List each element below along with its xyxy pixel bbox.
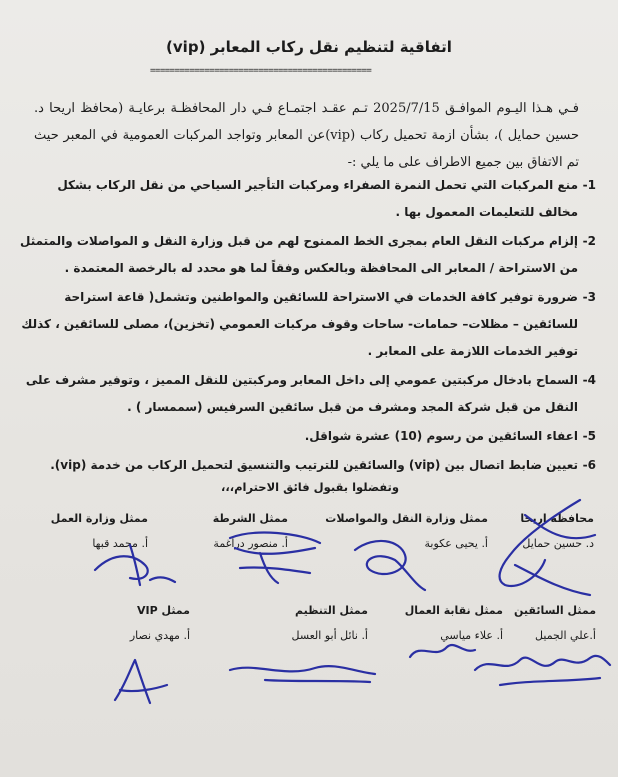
signatory-vip bbox=[130, 604, 190, 642]
item-number: 3- bbox=[582, 290, 596, 304]
signatory-drivers bbox=[514, 604, 596, 642]
organization-signature bbox=[225, 650, 380, 690]
signatory-role: ممثل VIP bbox=[137, 604, 190, 617]
labor-signature bbox=[90, 540, 180, 590]
signatory-name: أ. منصور دراغمة bbox=[213, 537, 288, 550]
agreement-item bbox=[18, 228, 596, 282]
signatory-name: أ. مهدي نصار bbox=[129, 629, 190, 642]
item-number: 1- bbox=[582, 178, 596, 192]
police-signature bbox=[220, 528, 330, 593]
item-text: السماح بادخال مركبتين عمومي إلى داخل المعابر ومركبتين للنقل المميز ، وتوفير مشرف على النقل من قبل شركة المجد ومشرف من قبل سائقين السرفيس (سممسار ) . bbox=[25, 373, 578, 414]
item-text: منع المركبات التي تحمل النمرة الصفراء ومركبات التأجير السياحي من نقل الركاب بشكل مخالف للتعليمات المعمول بها . bbox=[57, 178, 578, 219]
item-text: إلزام مركبات النقل العام بمجرى الخط الممنوح لهم من قبل وزارة النقل و المواصلات والمتمثل من الاستراحة / المعابر الى المحافظة وبالعكس وفقاً لما هو محدد له بالرخصة المعتمدة . bbox=[19, 234, 578, 275]
signatory-name: أ. نائل أبو العسل bbox=[291, 629, 368, 642]
agreement-item bbox=[18, 367, 596, 421]
document-title: اتفاقية لتنظيم نقل ركاب المعابر (vip) bbox=[166, 38, 452, 56]
signatory-name: أ. علاء مياسي bbox=[440, 629, 503, 642]
agreement-item bbox=[18, 423, 596, 450]
item-text: اعفاء السائقين من رسوم (10) عشرة شواقل. bbox=[304, 429, 578, 443]
signatory-role: ممثل السائقين bbox=[514, 604, 596, 617]
union-signature bbox=[405, 632, 480, 672]
signatory-name: د. حسين حمايل bbox=[522, 537, 594, 550]
signatory-role: ممثل التنظيم bbox=[294, 604, 368, 617]
item-number: 2- bbox=[582, 234, 596, 248]
signatory-organization bbox=[291, 604, 368, 642]
signatory-role: ممثل نقابة العمال bbox=[404, 604, 503, 617]
drivers-signature bbox=[470, 640, 615, 695]
agreement-items bbox=[18, 172, 596, 481]
signatory-role: ممثل الشرطة bbox=[212, 512, 288, 525]
signatory-role: ممثل وزارة النقل والمواصلات bbox=[325, 512, 488, 525]
title-divider: ============================================= bbox=[150, 66, 372, 76]
closing-line: وتفضلوا بقبول فائق الاحترام،،، bbox=[220, 480, 400, 494]
signatory-name: أ. يحيى عكوبة bbox=[424, 537, 488, 550]
signatory-name: أ. محمد قبها bbox=[92, 537, 148, 550]
governor-signature bbox=[485, 495, 615, 605]
item-number: 4- bbox=[582, 373, 596, 387]
vip-signature bbox=[105, 655, 175, 710]
item-text: ضرورة توفير كافة الخدمات في الاستراحة للسائقين والمواطنين وتشمل( قاعة استراحة للسائقين – مظلات– حمامات- ساحات وقوف مركبات العمومي (تخزين)، مصلى للسائقين ، كذلك توفير الخدمات اللازمة على المعابر . bbox=[21, 290, 578, 358]
intro-paragraph: فـي هـذا اليـوم الموافـق 2025/7/15 تـم عقـد اجتمـاع فـي دار المحافظـة برعايـة (محافظ اريحا د. حسين حمايل )، بشأن ازمة تحميل ركاب (vip)عن المعابر وتواجد المركبات العمومية في المعبر حيث تم الاتفاق بين جميع الاطراف على ما يلي :- bbox=[34, 101, 580, 170]
item-number: 5- bbox=[582, 429, 596, 443]
signatory-role: محافظة اريحا bbox=[520, 512, 594, 525]
item-text: تعيين ضابط اتصال بين (vip) والسائقين للترتيب والتنسيق لتحميل الركاب من خدمة (vip). bbox=[50, 458, 578, 472]
agreement-item bbox=[18, 284, 596, 365]
transport-signature bbox=[345, 530, 435, 600]
item-number: 6- bbox=[582, 458, 596, 472]
agreement-item bbox=[18, 172, 596, 226]
signatory-role: ممثل وزارة العمل bbox=[50, 512, 148, 525]
signatory-name: أ.علي الجميل bbox=[535, 629, 596, 642]
agreement-item bbox=[18, 452, 596, 479]
